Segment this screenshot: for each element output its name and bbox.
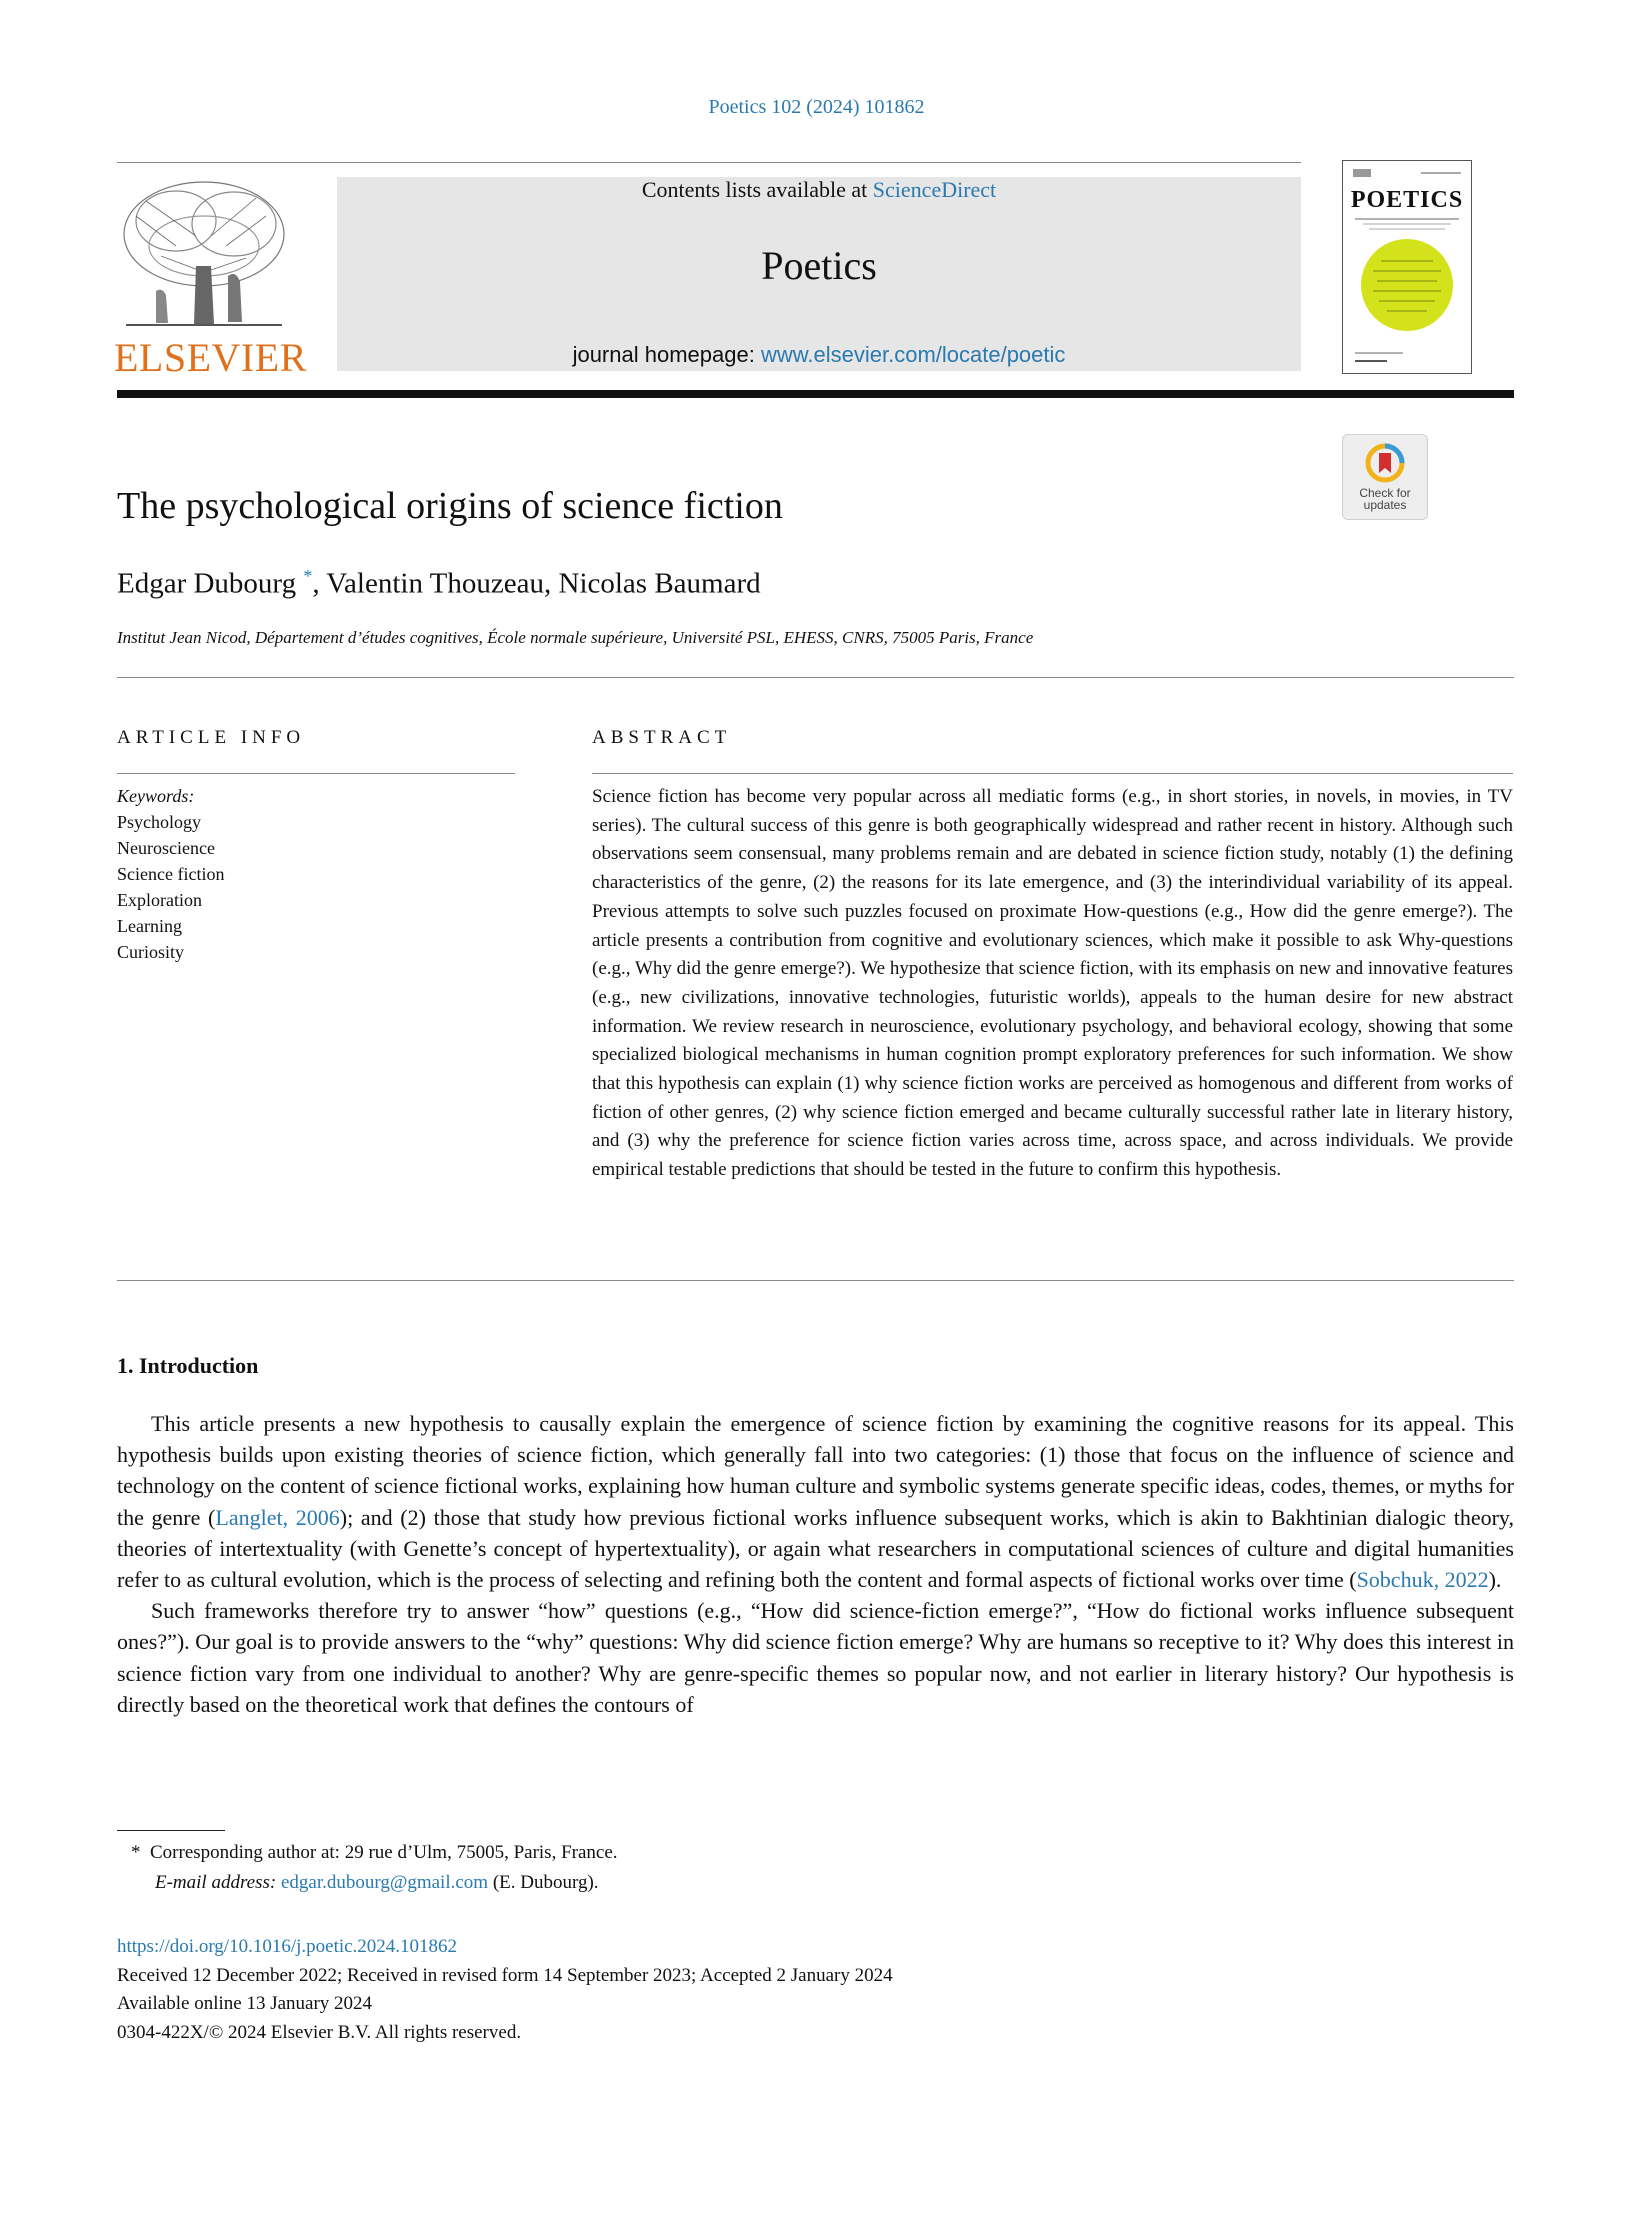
affiliation: Institut Jean Nicod, Département d’études cognitives, École normale supérieure, Université PSL, EHESS, CNRS, 75005 Paris, France <box>117 628 1034 647</box>
email-suffix: (E. Dubourg). <box>492 1872 599 1893</box>
footnote-mark: * <box>131 1842 141 1863</box>
keyword: Neuroscience <box>117 838 215 858</box>
paragraph: Such frameworks therefore try to answer “how” questions (e.g., “How did science-fiction emerge?”, “How do fictional works influence subsequent ones?”). Our goal is to provide answers to the “why” questions: Why did science fiction emerge? Why are humans so receptive to it? Why does this interest in science fiction vary from one individual to another? Why are genre-specific themes so popular now, and not earlier in literary history? Our hypothesis is directly based on the theoretical work that defines the contours of <box>117 1598 1514 1717</box>
corresponding-author-note <box>131 1838 618 1868</box>
journal-cover-thumbnail[interactable] <box>1342 160 1472 374</box>
elsevier-logo <box>114 176 307 380</box>
keyword: Exploration <box>117 890 202 910</box>
article-title: The psychological origins of science fiction <box>117 485 783 527</box>
paragraph-text: ); and (2) those that study how previous fictional works influence subsequent works, which is akin to Bakhtinian dialogic theory, theories of intertextuality (with Genette’s concept of hypertextuality), or again what researchers in computational sciences of culture and digital humanities refer to as cultural evolution, which is the process of selecting and refining both the content and formal aspects of fictional works over time ( <box>117 1504 1514 1593</box>
journal-reference[interactable]: Poetics 102 (2024) 101862 <box>708 96 925 118</box>
footnote <box>131 1838 618 1898</box>
citation-link[interactable]: Langlet, 2006 <box>215 1504 340 1530</box>
elsevier-wordmark: ELSEVIER <box>114 335 307 380</box>
doi-link[interactable]: https://doi.org/10.1016/j.poetic.2024.101862 <box>117 1936 458 1957</box>
paragraph-text: This article presents a new hypothesis to causally explain the emergence of science fiction by examining the cognitive reasons for its appeal. This hypothesis builds upon existing theories of science fiction, which generally fall into two categories: (1) those that focus on the influence of science and technology on the content of science fictional works, explaining how human culture and symbolic systems generate specific ideas, codes, themes, or myths for the genre ( <box>117 1411 1514 1530</box>
section-heading-introduction: 1. Introduction <box>117 1353 259 1378</box>
check-updates-icon <box>1365 443 1405 485</box>
journal-homepage-link[interactable]: www.elsevier.com/locate/poetic <box>760 342 1066 367</box>
author-list <box>117 566 761 601</box>
copyright: 0304-422X/© 2024 Elsevier B.V. All rights reserved. <box>117 2021 522 2043</box>
citation-link[interactable]: Sobchuk, 2022 <box>1356 1567 1489 1593</box>
paragraph <box>117 1408 1514 1595</box>
received-dates: Received 12 December 2022; Received in revised form 14 September 2023; Accepted 2 January 2024 <box>117 1964 893 1986</box>
keywords-label: Keywords: <box>117 786 195 806</box>
header-top-rule <box>117 162 1301 163</box>
paragraph-text: ). <box>1488 1567 1502 1593</box>
introduction-body <box>117 1408 1514 1720</box>
keyword: Curiosity <box>117 942 185 962</box>
footnote-text: Corresponding author at: 29 rue d’Ulm, 75005, Paris, France. <box>150 1842 618 1863</box>
keyword: Learning <box>117 916 182 936</box>
email-note <box>131 1868 618 1898</box>
available-online: Available online 13 January 2024 <box>117 1993 373 2014</box>
email-label: E-mail address: <box>155 1872 277 1893</box>
abstract-heading: ABSTRACT <box>592 727 732 748</box>
contents-available-line <box>337 177 1301 203</box>
journal-title: Poetics <box>761 243 877 288</box>
article-info-heading: ARTICLE INFO <box>117 727 306 748</box>
article-info-rule <box>117 773 515 774</box>
email-link[interactable]: edgar.dubourg@gmail.com <box>280 1872 489 1893</box>
elsevier-tree-icon <box>116 176 292 328</box>
check-updates-label: Check for updates <box>1359 486 1411 512</box>
author-name: Edgar Dubourg <box>117 567 297 600</box>
homepage-prefix: journal homepage: <box>572 342 761 367</box>
keyword: Psychology <box>117 812 202 832</box>
footnote-rule <box>117 1830 225 1831</box>
contents-prefix: Contents lists available at <box>641 177 873 202</box>
divider-rule <box>117 1280 1514 1281</box>
check-for-updates-button[interactable] <box>1342 434 1428 520</box>
corresponding-author-mark[interactable]: * <box>303 566 313 586</box>
header-thick-rule <box>117 390 1514 398</box>
abstract-rule <box>592 773 1513 774</box>
journal-homepage-line <box>337 342 1301 368</box>
divider-rule <box>117 677 1514 678</box>
sciencedirect-link[interactable]: ScienceDirect <box>872 177 997 202</box>
cover-title: POETICS <box>1350 187 1464 213</box>
keywords-block <box>117 783 224 965</box>
coauthor-names: , Valentin Thouzeau, Nicolas Baumard <box>312 567 761 600</box>
keyword: Science fiction <box>117 864 225 884</box>
publication-info <box>117 1933 893 2047</box>
abstract-text: Science fiction has become very popular across all mediatic forms (e.g., in short stories, in novels, in movies, in TV series). The cultural success of this genre is both geographically widespread and rather recent in history. Although such observations seem consensual, many problems remain and are debated in science fiction study, notably (1) the defining characteristics of the genre, (2) the reasons for its late emergence, and (3) the interindividual variability of its appeal. Previous attempts to solve such puzzles focused on proximate How-questions (e.g., How did the genre emerge?). The article presents a contribution from cognitive and evolutionary sciences, which make it possible to ask Why-questions (e.g., Why did the genre emerge?). We hypothesize that science fiction, with its emphasis on new and innovative features (e.g., new civilizations, innovative technologies, futuristic worlds), appeals to the human desire for new abstract information. We review research in neuroscience, evolutionary psychology, and behavioral ecology, showing that some specialized biological mechanisms in human cognition prompt exploratory preferences for such information. We show that this hypothesis can explain (1) why science fiction works are perceived as homogenous and different from works of fiction of other genres, (2) why science fiction emerged and became culturally successful rather late in literary history, and (3) why the preference for science fiction varies across time, across space, and across individuals. We provide empirical testable predictions that should be tested in the future to confirm this hypothesis. <box>592 786 1513 1181</box>
